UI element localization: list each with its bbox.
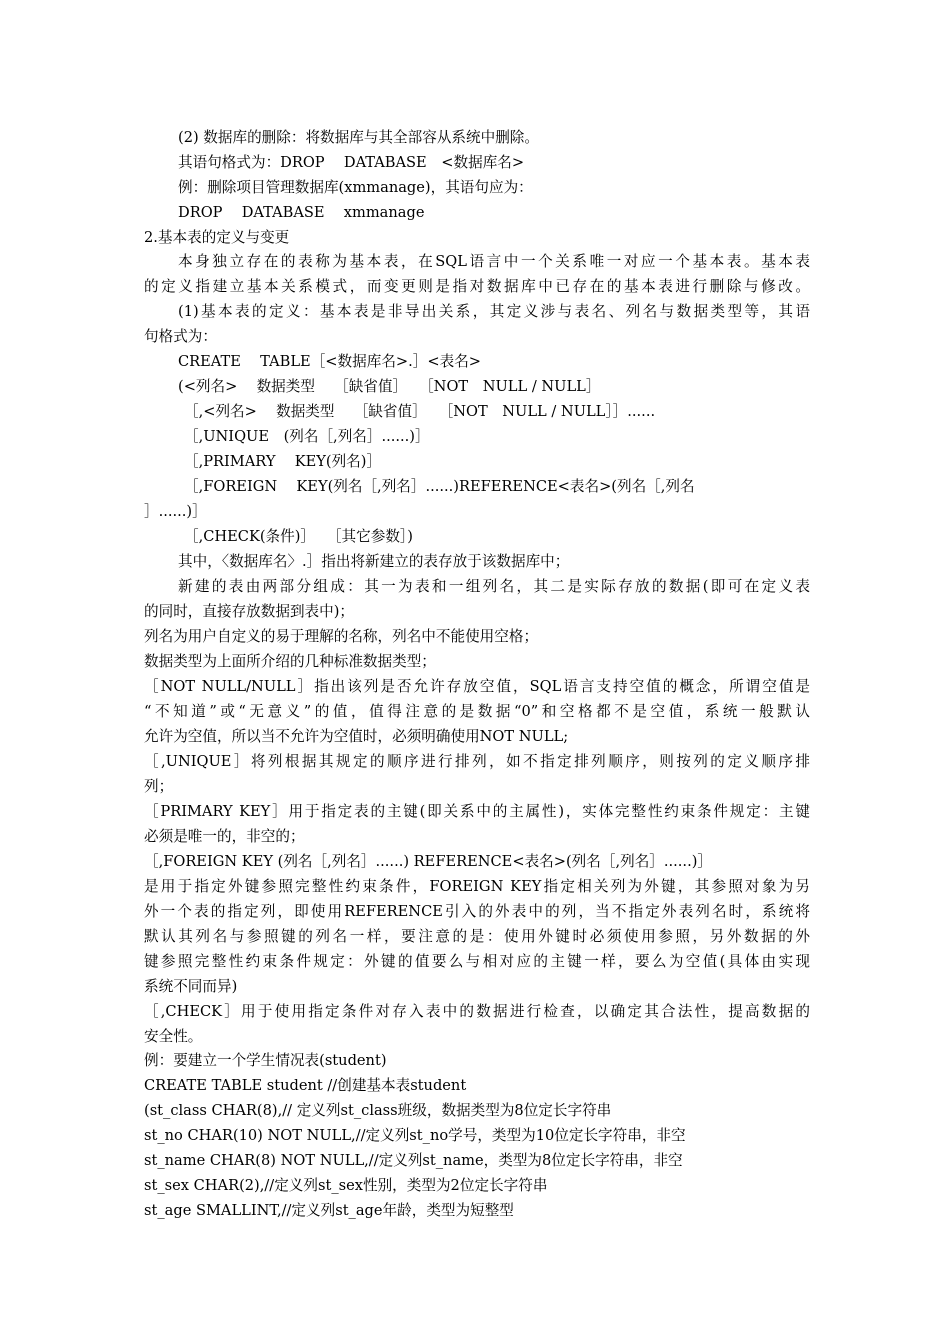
code-line: CREATE TABLE［<数据库名>.］<表名>	[178, 353, 482, 370]
text-line: 列；	[144, 778, 174, 795]
code-line: st_name CHAR(8) NOT NULL,//定义列st_name，类型为8位定长字符串，非空	[144, 1152, 683, 1169]
text-line: 句格式为：	[144, 328, 217, 345]
code-line: ［,UNIQUE (列名［,列名］......)］	[184, 428, 430, 445]
text-line: 数据类型为上面所介绍的几种标准数据类型；	[144, 653, 436, 670]
code-line: (st_class CHAR(8),// 定义列st_class班级，数据类型为8位定长字符串	[144, 1102, 612, 1119]
text-line: 例：要建立一个学生情况表(student)	[144, 1052, 387, 1069]
text-line: 允许为空值，所以当不允许为空值时，必须明确使用NOT NULL;	[144, 728, 569, 745]
code-line: CREATE TABLE student //创建基本表student	[144, 1077, 467, 1094]
text-line: 的定义指建立基本关系模式，而变更则是指对数据库中已存在的基本表进行删除与修改。	[144, 278, 810, 295]
text-line: ［,UNIQUE］将列根据其规定的顺序进行排列，如不指定排列顺序，则按列的定义顺序排	[144, 753, 810, 770]
code-line: st_age SMALLINT,//定义列st_age年龄，类型为短整型	[144, 1202, 514, 1219]
text-line: 其中，〈数据库名〉.］指出将新建立的表存放于该数据库中；	[178, 553, 570, 570]
text-line: ［NOT NULL/NULL］指出该列是否允许存放空值，SQL语言支持空值的概念，所谓空值是	[144, 678, 810, 695]
text-line: 例：删除项目管理数据库(xmmanage)，其语句应为：	[178, 179, 533, 196]
text-line: 新建的表由两部分组成：其一为表和一组列名，其二是实际存放的数据(即可在定义表	[178, 578, 810, 595]
text-line: 本身独立存在的表称为基本表，在SQL语言中一个关系唯一对应一个基本表。基本表	[178, 253, 810, 270]
section-heading: 2.基本表的定义与变更	[144, 229, 290, 246]
text-line: (2) 数据库的删除：将数据库与其全部容从系统中删除。	[178, 129, 539, 146]
text-line: 的同时，直接存放数据到表中)；	[144, 603, 355, 620]
text-line: ［,CHECK］用于使用指定条件对存入表中的数据进行检查，以确定其合法性，提高数据的	[144, 1003, 810, 1020]
text-line: 系统不同而异)	[144, 978, 238, 995]
code-line: ［,PRIMARY KEY(列名)］	[184, 453, 382, 470]
code-line: ［,FOREIGN KEY(列名［,列名］......)REFERENCE<表名>(列名［,列名	[184, 478, 695, 495]
text-line: 键参照完整性约束条件规定：外键的值要么与相对应的主键一样，要么为空值(具体由实现	[144, 953, 810, 970]
text-line: 默认其列名与参照键的列名一样，要注意的是：使用外键时必须使用参照，另外数据的外	[144, 928, 810, 945]
text-line: 外一个表的指定列，即使用REFERENCE引入的外表中的列，当不指定外表列名时，系统将	[144, 903, 810, 920]
text-line: (1)基本表的定义：基本表是非导出关系，其定义涉与表名、列名与数据类型等，其语	[178, 303, 810, 320]
text-line: 安全性。	[144, 1028, 203, 1045]
text-line: “不知道”或“无意义”的值，值得注意的是数据“0”和空格都不是空值，系统一般默认	[144, 703, 810, 720]
code-line: ［,CHECK(条件)］ ［其它参数］)	[184, 528, 413, 545]
code-line: ］......)］	[144, 503, 207, 520]
text-line: 其语句格式为：DROP DATABASE <数据库名>	[178, 154, 525, 171]
text-line: DROP DATABASE xmmanage	[178, 204, 425, 221]
text-line: 列名为用户自定义的易于理解的名称，列名中不能使用空格；	[144, 628, 539, 645]
text-line: 是用于指定外键参照完整性约束条件，FOREIGN KEY指定相关列为外键，其参照对象为另	[144, 878, 810, 895]
text-line: ［PRIMARY KEY］用于指定表的主键(即关系中的主属性)，实体完整性约束条件规定：主键	[144, 803, 810, 820]
code-line: st_sex CHAR(2),//定义列st_sex性别，类型为2位定长字符串	[144, 1177, 548, 1194]
text-line: 必须是唯一的，非空的；	[144, 828, 305, 845]
text-line: ［,FOREIGN KEY (列名［,列名］......) REFERENCE<表名>(列名［,列名］......)］	[144, 853, 712, 870]
code-line: (<列名> 数据类型 ［缺省值］ ［NOT NULL / NULL］	[178, 378, 601, 395]
code-line: st_no CHAR(10) NOT NULL,//定义列st_no学号，类型为10位定长字符串，非空	[144, 1127, 686, 1144]
code-line: ［,<列名> 数据类型 ［缺省值］ ［NOT NULL / NULL］］......	[184, 403, 656, 420]
